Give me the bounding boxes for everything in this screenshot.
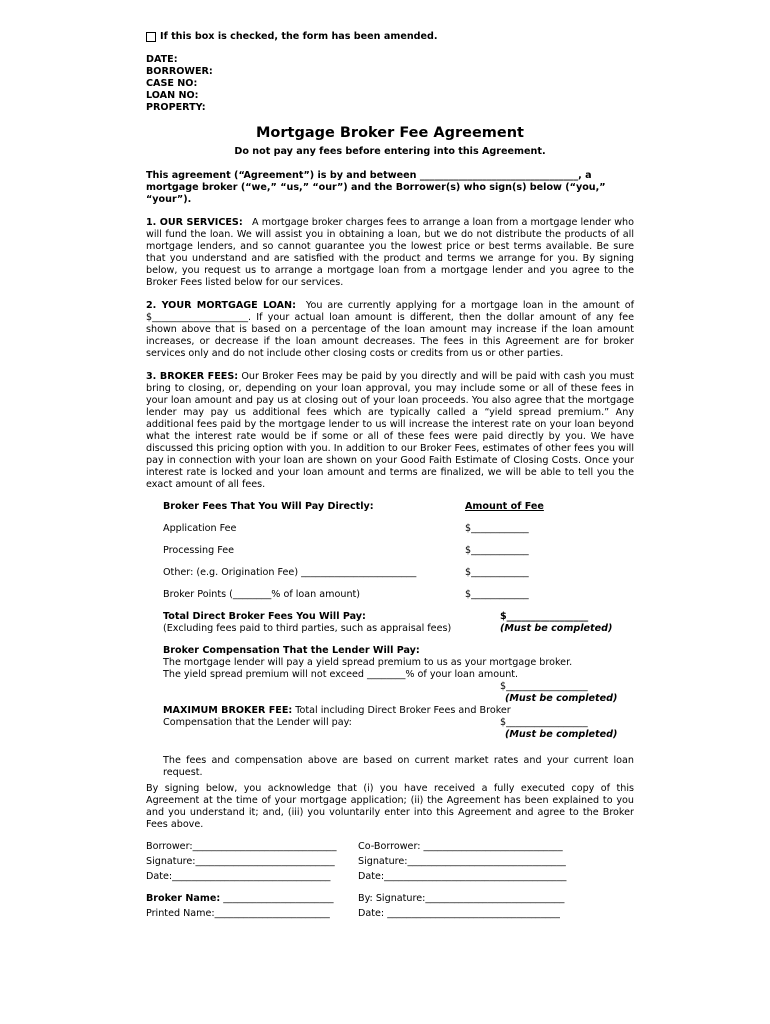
max-fee-text1: Total including Direct Broker Fees and Broker: [295, 705, 511, 716]
fee-col-right: Amount of Fee: [465, 501, 544, 512]
section-loan: [146, 300, 634, 360]
fee-label: Application Fee: [163, 523, 237, 534]
page-title: Mortgage Broker Fee Agreement: [255, 125, 524, 141]
fee-amount-field[interactable]: $____________: [465, 523, 529, 534]
date-field[interactable]: Date:_________________________________: [146, 871, 331, 882]
section-services-text: A mortgage broker charges fees to arrange a loan from a mortgage lender who will fund the loan. We will assist you in obtaining a loan, but we do not distribute the products of all mortgage lenders, and so cannot guarantee you the lowest price or best terms available. Be sure that you understand and are satisfied with the product and terms we arrange for you. By signing below, you request us to arrange a mortgage loan from a mortgage lender and you agree to the Broker Fees listed below for our services.: [146, 217, 635, 288]
comp-amount-row: [163, 681, 633, 693]
fee-label[interactable]: Other: (e.g. Origination Fee) ________________________: [163, 567, 417, 578]
by-signature-field[interactable]: By: Signature:_____________________________: [358, 893, 565, 904]
market-rate-note: The fees and compensation above are based on current market rates and your current loan request.: [163, 755, 634, 778]
fee-table-header: [163, 501, 633, 513]
fee-label: Processing Fee: [163, 545, 235, 556]
sig-row-broker: [146, 893, 634, 908]
sig-row-signature: [146, 856, 634, 871]
printed-name-field[interactable]: Printed Name:________________________: [146, 908, 330, 919]
comp-line2[interactable]: The yield spread premium will not exceed ________% of your loan amount.: [163, 669, 519, 680]
fee-label[interactable]: Broker Points (________% of loan amount): [163, 589, 361, 600]
max-must-row: [163, 729, 633, 741]
co-borrower-field[interactable]: Co-Borrower: _____________________________: [358, 841, 563, 852]
co-signature-field[interactable]: Signature:_________________________________: [358, 856, 566, 867]
section-services-heading: 1. OUR SERVICES:: [146, 217, 243, 228]
comp-heading: Broker Compensation That the Lender Will Pay:: [163, 645, 420, 656]
comp-line1: The mortgage lender will pay a yield spread premium to us as your mortgage broker.: [163, 657, 573, 668]
section-loan-heading: 2. YOUR MORTGAGE LOAN:: [146, 300, 296, 311]
subtitle: Do not pay any fees before entering into this Agreement.: [234, 146, 546, 157]
amended-checkbox[interactable]: [146, 32, 156, 42]
sig-row-borrower: [146, 841, 634, 856]
total-label: Total Direct Broker Fees You Will Pay:: [163, 611, 366, 622]
field-loan-no: LOAN NO:: [146, 90, 199, 101]
amend-row: [146, 28, 634, 46]
total-amount-field[interactable]: $_________________: [500, 611, 589, 622]
section-broker-fees: [146, 371, 634, 491]
broker-name-label: Broker Name:: [146, 893, 221, 904]
field-property: PROPERTY:: [146, 102, 206, 113]
sig-row-printed: [146, 908, 634, 923]
max-fee-line1: [163, 705, 511, 717]
max-fee-row: [163, 705, 633, 717]
fee-amount-field[interactable]: $____________: [465, 567, 529, 578]
max-fee-row2: [163, 717, 633, 729]
field-date: DATE:: [146, 54, 178, 65]
section-loan-text: You are currently applying for a mortgage loan in the amount of $____________________. If your actual loan amount is different, then the dollar amount of any fee shown above that is based on a percentage of the loan amount may increase if the loan amount increases, or decrease if the loan amount decreases. The fees in this Agreement are for broker services only and do not include other closing costs or credits from us or other parties.: [146, 300, 634, 359]
must-complete-note: (Must be completed): [500, 623, 613, 634]
broker-date-field[interactable]: Date: ____________________________________: [358, 908, 560, 919]
broker-name-line: _______________________: [223, 893, 334, 904]
co-date-field[interactable]: Date:______________________________________: [358, 871, 567, 882]
must-complete-note: (Must be completed): [505, 693, 618, 704]
fee-amount-field[interactable]: $____________: [465, 589, 529, 600]
amend-note: If this box is checked, the form has been amended.: [160, 31, 438, 42]
acknowledgement: By signing below, you acknowledge that (i) you have received a fully executed copy of this Agreement at the time of your mortgage application; (ii) the Agreement has been explained to you and you understand it; and, (iii) you voluntarily enter into this Agreement and agree to the Broker Fees above.: [146, 783, 634, 830]
fee-table: [163, 501, 633, 741]
field-borrower: BORROWER:: [146, 66, 213, 77]
must-complete-note: (Must be completed): [505, 729, 618, 740]
fee-row-processing: [163, 545, 633, 557]
fee-row-application: [163, 523, 633, 535]
max-fee-text2: Compensation that the Lender will pay:: [163, 717, 352, 728]
comp-must-row: [163, 693, 633, 705]
section-fees-text: Our Broker Fees may be paid by you directly and will be paid with cash you must bring to closing, or, depending on your loan approval, you may include some or all of these fees in your loan amount and pay us at closing out of your loan proceeds. You also agree that the mortgage lender may pay us additional fees which are typically called a “yield spread premium.” Any additional fees paid by the mortgage lender to us will increase the interest rate on your loan beyond what the interest rate would be if some or all of these fees were paid directly by you. We have discussed this pricing option with you. In addition to our Broker Fees, estimates of other fees you will pay in connection with your loan are shown on your Good Faith Estimate of Closing Costs. Once your interest rate is locked and your loan amount and terms are finalized, we will be able to tell you the exact amount of all fees.: [146, 371, 634, 490]
comp-amount-field[interactable]: $_________________: [500, 681, 588, 692]
field-case-no: CASE NO:: [146, 78, 198, 89]
total-sub: (Excluding fees paid to third parties, such as appraisal fees): [163, 623, 452, 634]
section-services: [146, 217, 634, 289]
borrower-field[interactable]: Borrower:______________________________: [146, 841, 337, 852]
signature-block: [146, 841, 634, 923]
total-row: [163, 611, 633, 623]
broker-name-field[interactable]: [146, 893, 334, 905]
total-sub-row: [163, 623, 633, 635]
intro-paragraph: This agreement (“Agreement”) is by and between _________________________________, a mortgage broker (“we,” “us,” “our”) and the Borrower(s) who sign(s) below (“you,” “your”).: [146, 170, 606, 205]
fee-col-left: Broker Fees That You Will Pay Directly:: [163, 501, 374, 512]
section-fees-heading: 3. BROKER FEES:: [146, 371, 239, 382]
fee-row-other: [163, 567, 633, 579]
signature-field[interactable]: Signature:_____________________________: [146, 856, 335, 867]
fee-amount-field[interactable]: $____________: [465, 545, 529, 556]
max-fee-heading: MAXIMUM BROKER FEE:: [163, 705, 293, 716]
fee-row-points: [163, 589, 633, 601]
sig-row-date: [146, 871, 634, 886]
header-fields: [146, 54, 634, 114]
form-page: [146, 28, 634, 923]
max-amount-field[interactable]: $_________________: [500, 717, 588, 728]
